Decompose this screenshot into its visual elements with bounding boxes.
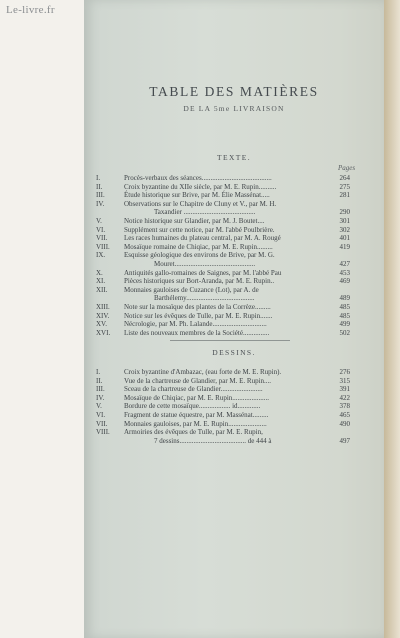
entry-number: I. bbox=[96, 174, 101, 182]
entry-title: Monnaies gauloises de Cuzance (Lot), par A. de bbox=[124, 285, 259, 294]
entry-page: 301 bbox=[339, 217, 350, 225]
pages-column-label: Pages bbox=[338, 164, 356, 172]
entry-title: Supplément sur cette notice, par M. l'abbé Poulbrière. bbox=[124, 225, 275, 234]
entry-page: 490 bbox=[339, 419, 350, 428]
entry-number: XVI. bbox=[96, 328, 111, 337]
entry-number: IV. bbox=[96, 199, 105, 208]
entry-number: III. bbox=[96, 191, 105, 200]
entry-page: 276 bbox=[339, 368, 350, 376]
entry-title: Les races humaines du plateau central, par M. A. Rougé bbox=[124, 234, 281, 243]
entry-page: 302 bbox=[339, 225, 350, 234]
entry-page: 378 bbox=[339, 402, 350, 411]
entry-title: Observations sur le Chapitre de Cluny et V., par M. H. bbox=[124, 199, 277, 208]
entry-page: 489 bbox=[339, 294, 350, 303]
entry-title: Croix byzantine du XIIe siècle, par M. E. Rupin.......... bbox=[124, 182, 277, 191]
entry-title: Sceau de la chartreuse de Glandier........................ bbox=[124, 385, 263, 394]
entry-number: VIII. bbox=[96, 242, 110, 251]
entry-page: 315 bbox=[339, 376, 350, 385]
entry-title: Note sur la mosaïque des plantes de la Corrèze......... bbox=[124, 303, 271, 311]
entry-page: 419 bbox=[339, 242, 350, 251]
entry-number: II. bbox=[96, 376, 103, 385]
entry-title: Procès-verbaux des séances........................................ bbox=[124, 174, 272, 182]
entry-title: Notice historique sur Glandier, par M. J. Boutet.... bbox=[124, 217, 265, 225]
entry-title: Mouret.............................................. bbox=[154, 260, 256, 268]
dessins-entry bbox=[96, 436, 350, 447]
entry-page: 281 bbox=[339, 191, 350, 200]
entry-number: III. bbox=[96, 385, 105, 394]
entry-page: 264 bbox=[339, 174, 350, 182]
entry-number: VII. bbox=[96, 234, 108, 243]
entry-number: X. bbox=[96, 268, 103, 277]
entry-page: 290 bbox=[339, 208, 350, 217]
entry-page: 497 bbox=[339, 436, 350, 445]
entry-page: 469 bbox=[339, 277, 350, 286]
entry-number: IX. bbox=[96, 251, 106, 260]
section-heading-texte: TEXTE. bbox=[216, 153, 252, 162]
entry-title: Bordure de cette mosaïque.................. id............. bbox=[124, 402, 261, 411]
entry-number: II. bbox=[96, 182, 103, 191]
watermark: Le-livre.fr bbox=[6, 4, 55, 16]
entry-title: Liste des nouveaux membres de la Société............... bbox=[124, 328, 270, 337]
entry-number: XII. bbox=[96, 285, 108, 294]
entry-title: Armoiries des évêques de Tulle, par M. E. Rupin, bbox=[124, 428, 263, 437]
entry-number: V. bbox=[96, 402, 102, 411]
entry-number: XIV. bbox=[96, 311, 110, 320]
entry-page: 485 bbox=[339, 311, 350, 320]
section-divider bbox=[170, 340, 290, 341]
page-edge bbox=[384, 0, 400, 638]
entry-title: Vue de la chartreuse de Glandier, par M. E. Rupin.... bbox=[124, 376, 272, 385]
entry-title: Barthélemy....................................... bbox=[154, 294, 255, 303]
entry-number: XV. bbox=[96, 320, 107, 329]
entry-number: IV. bbox=[96, 393, 105, 402]
texte-entry bbox=[96, 328, 350, 339]
entry-number: VIII. bbox=[96, 428, 110, 437]
entry-number: V. bbox=[96, 217, 102, 225]
entry-title: Taxandier ......................................... bbox=[154, 208, 256, 217]
entry-title: Antiquités gallo-romaines de Saignes, par M. l'abbé Pau bbox=[124, 268, 282, 277]
entry-number: I. bbox=[96, 368, 101, 376]
entry-title: Étude historique sur Brive, par M. Élie Massénat..... bbox=[124, 191, 270, 200]
entry-page: 275 bbox=[339, 182, 350, 191]
entry-number: VII. bbox=[96, 419, 108, 428]
entry-title: Fragment de statue équestre, par M. Massénat......... bbox=[124, 411, 269, 419]
section-heading-dessins: DESSINS. bbox=[212, 348, 256, 357]
entry-title: Esquisse géologique des environs de Brive, par M. G. bbox=[124, 251, 275, 260]
entry-title: Mosaïque de Chiqiac, par M. E. Rupin..................... bbox=[124, 393, 270, 402]
entry-page: 485 bbox=[339, 303, 350, 311]
entry-number: VI. bbox=[96, 411, 106, 419]
entry-page: 499 bbox=[339, 320, 350, 329]
entry-title: Notice sur les évêques de Tulle, par M. E. Rupin....... bbox=[124, 311, 273, 320]
entry-page: 453 bbox=[339, 268, 350, 277]
entry-page: 391 bbox=[339, 385, 350, 394]
entry-number: XIII. bbox=[96, 303, 110, 311]
entry-page: 427 bbox=[339, 260, 350, 268]
entry-title: Monnaies gauloises, par M. E. Rupin...................... bbox=[124, 419, 267, 428]
entry-page: 401 bbox=[339, 234, 350, 243]
entry-number: XI. bbox=[96, 277, 106, 286]
entry-title: 7 dessins...................................... de 444 à bbox=[154, 436, 272, 445]
entry-page: 422 bbox=[339, 393, 350, 402]
entry-title: Nécrologie, par M. Ph. Lalande............................... bbox=[124, 320, 267, 329]
entry-title: Mosaïque romaine de Chiqiac, par M. E. Rupin......... bbox=[124, 242, 273, 251]
page-subtitle: DE LA 5me LIVRAISON bbox=[183, 104, 285, 113]
entry-title: Pièces historiques sur Bort-Aranda, par M. E. Rupin.. bbox=[124, 277, 275, 286]
page-title: TABLE DES MATIÈRES bbox=[149, 84, 319, 99]
entry-title: Croix byzantine d'Ambazac, (eau forte de M. E. Rupin). bbox=[124, 368, 282, 376]
entry-page: 502 bbox=[339, 328, 350, 337]
entry-number: VI. bbox=[96, 225, 106, 234]
entry-page: 465 bbox=[339, 411, 350, 419]
